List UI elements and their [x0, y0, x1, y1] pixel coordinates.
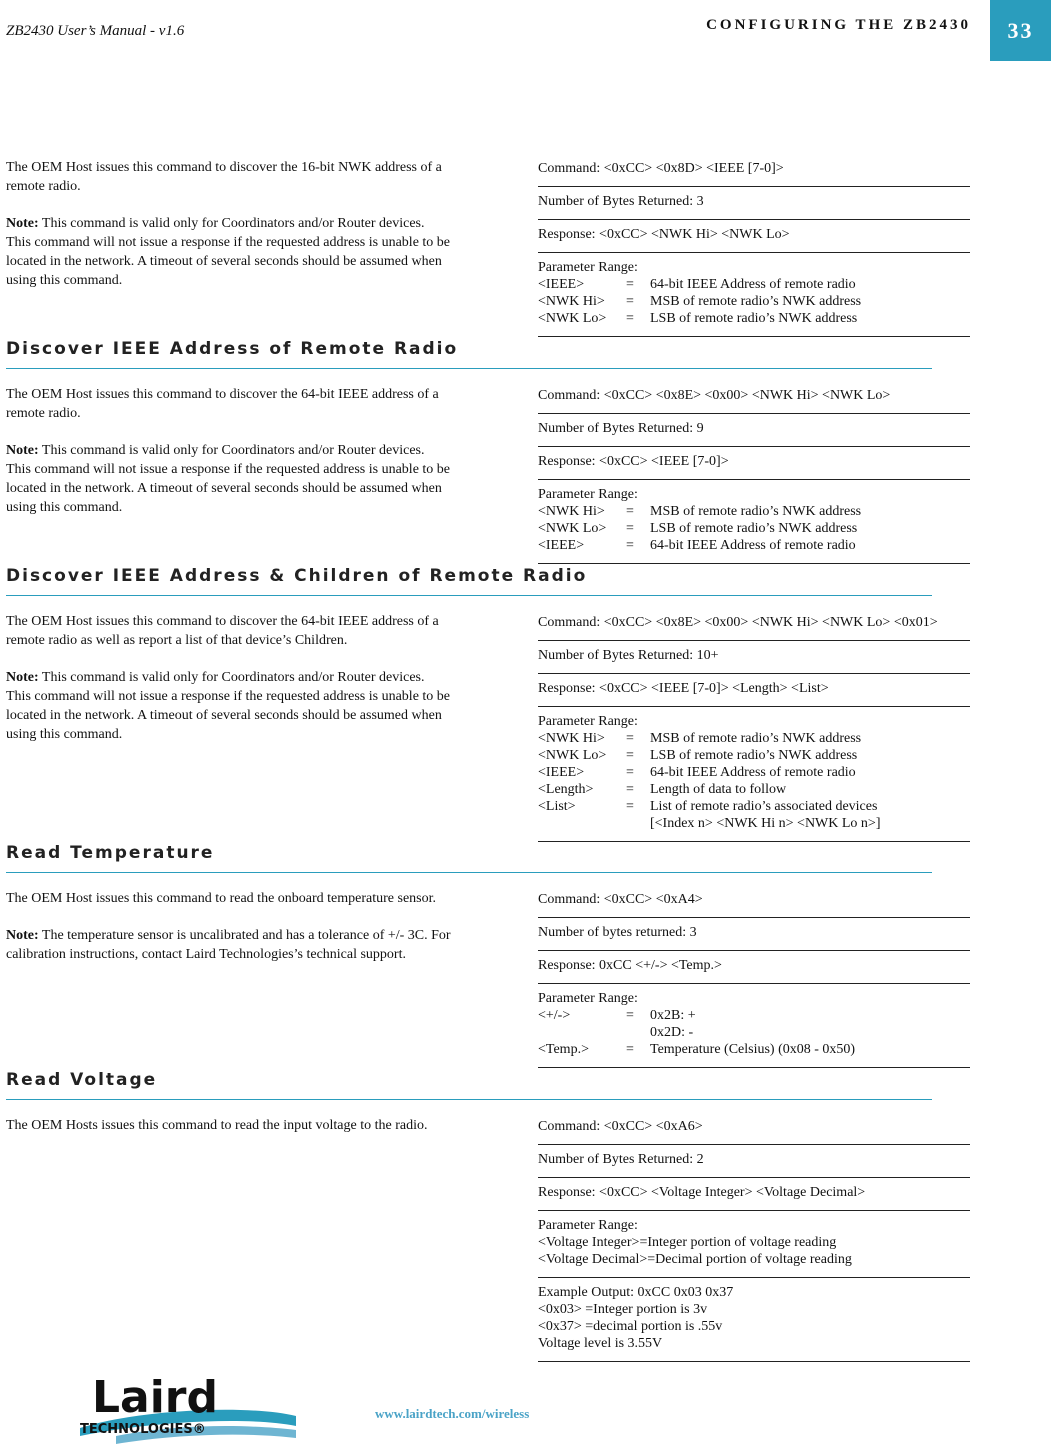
section-3-description: The OEM Host issues this command to read the onboard temperature sensor. Note: The temperature sensor is uncalibrated and has a tolerance of +/- 3C. For calibration instructions, contact Laird Technologies’s technical support. [6, 891, 451, 962]
section-heading-read-voltage: Read Voltage [6, 1070, 158, 1090]
chapter-title: CONFIGURING THE ZB2430 [706, 17, 971, 33]
section-2-description: The OEM Host issues this command to discover the 64-bit IEEE address of a remote radio as well as report a list of that device’s Children. Note: This command is valid only for Coordinators and/or Router devices. This command will not issue a response if the requested address is unable to be located in the network. A timeout of several seconds should be assumed when using this command. [6, 614, 451, 742]
section-0-description [6, 158, 452, 308]
response-row: Response: <0xCC> <IEEE [7-0]> <Length> <List> [538, 677, 970, 707]
command-row: Command: <0xCC> <0xA4> [538, 891, 970, 918]
logo-wordmark: Laird [92, 1372, 219, 1423]
laird-logo [76, 1370, 298, 1446]
param-range: Parameter Range: <NWK Hi> = MSB of remote radio’s NWK address <NWK Lo> = LSB of remote radio’s NWK address <IEEE> = 64-bit IEEE Address of remote radio <Length> = Length of data to follow <List> = List of remote radio’s associated devices [<Index n> <NWK Hi n> <NWK Lo n>] [538, 710, 970, 842]
response-row: Response: <0xCC> <IEEE [7-0]> [538, 450, 970, 480]
section-divider [6, 368, 932, 369]
page-number: 33 [990, 0, 1051, 61]
section-divider [6, 1099, 932, 1100]
document-title: ZB2430 User’s Manual - v1.6 [6, 23, 185, 39]
section-1-command-table [538, 387, 970, 567]
section-divider [6, 595, 932, 596]
param-range: Parameter Range: <+/-> = 0x2B: + 0x2D: - <Temp.> = Temperature (Celsius) (0x08 - 0x50) [538, 987, 970, 1068]
param-range: Parameter Range: <Voltage Integer>=Integer portion of voltage reading <Voltage Decimal>=Decimal portion of voltage reading [538, 1214, 970, 1278]
command-row: Command: <0xCC> <0x8E> <0x00> <NWK Hi> <NWK Lo> <0x01> [538, 614, 970, 641]
example-output: Example Output: 0xCC 0x03 0x37 <0x03> =Integer portion is 3v <0x37> =decimal portion is .55v Voltage level is 3.55V [538, 1281, 970, 1362]
section-0-command-table [538, 160, 970, 340]
bytes-row: Number of Bytes Returned: 3 [538, 190, 970, 220]
response-row: Response: 0xCC <+/-> <Temp.> [538, 954, 970, 984]
section-2-command-table [538, 614, 970, 845]
section-0-note: Note: This command is valid only for Coordinators and/or Router devices. This command will not issue a response if the requested address is unable to be located in the network. A timeout of several seconds should be assumed when using this command. [6, 216, 451, 288]
section-3-note: Note: The temperature sensor is uncalibrated and has a tolerance of +/- 3C. For calibration instructions, contact Laird Technologies’s technical support. [6, 928, 451, 962]
command-row: Command: <0xCC> <0x8D> <IEEE [7-0]> [538, 160, 970, 187]
section-divider [6, 872, 932, 873]
bytes-row: Number of Bytes Returned: 10+ [538, 644, 970, 674]
section-1-note: Note: This command is valid only for Coordinators and/or Router devices. This command will not issue a response if the requested address is unable to be located in the network. A timeout of several seconds should be assumed when using this command. [6, 443, 451, 515]
section-1-description: The OEM Host issues this command to discover the 64-bit IEEE address of a remote radio. Note: This command is valid only for Coordinators and/or Router devices. This command will not issue a response if the requested address is unable to be located in the network. A timeout of several seconds should be assumed when using this command. [6, 387, 451, 515]
section-0-desc-text: The OEM Host issues this command to discover the 16-bit NWK address of a remote radio. [6, 160, 442, 194]
website-link[interactable]: www.lairdtech.com/wireless [375, 1406, 530, 1421]
param-range: Parameter Range: <NWK Hi> = MSB of remote radio’s NWK address <NWK Lo> = LSB of remote radio’s NWK address <IEEE> = 64-bit IEEE Address of remote radio [538, 483, 970, 564]
response-row: Response: <0xCC> <Voltage Integer> <Voltage Decimal> [538, 1181, 970, 1211]
bytes-row: Number of Bytes Returned: 2 [538, 1148, 970, 1178]
section-heading-discover-children: Discover IEEE Address & Children of Remote Radio [6, 566, 588, 586]
bytes-row: Number of bytes returned: 3 [538, 921, 970, 951]
response-row: Response: <0xCC> <NWK Hi> <NWK Lo> [538, 223, 970, 253]
command-row: Command: <0xCC> <0xA6> [538, 1118, 970, 1145]
section-3-command-table [538, 891, 970, 1071]
param-range: Parameter Range: <IEEE> = 64-bit IEEE Address of remote radio <NWK Hi> = MSB of remote radio’s NWK address <NWK Lo> = LSB of remote radio’s NWK address [538, 256, 970, 337]
section-heading-read-temperature: Read Temperature [6, 843, 215, 863]
section-4-description: The OEM Hosts issues this command to read the input voltage to the radio. [6, 1118, 428, 1133]
bytes-row: Number of Bytes Returned: 9 [538, 417, 970, 447]
command-row: Command: <0xCC> <0x8E> <0x00> <NWK Hi> <NWK Lo> [538, 387, 970, 414]
section-heading-discover-ieee: Discover IEEE Address of Remote Radio [6, 339, 459, 359]
section-4-command-table [538, 1118, 970, 1365]
logo-subtitle: TECHNOLOGIES® [80, 1422, 206, 1437]
section-2-note: Note: This command is valid only for Coordinators and/or Router devices. This command will not issue a response if the requested address is unable to be located in the network. A timeout of several seconds should be assumed when using this command. [6, 670, 451, 742]
